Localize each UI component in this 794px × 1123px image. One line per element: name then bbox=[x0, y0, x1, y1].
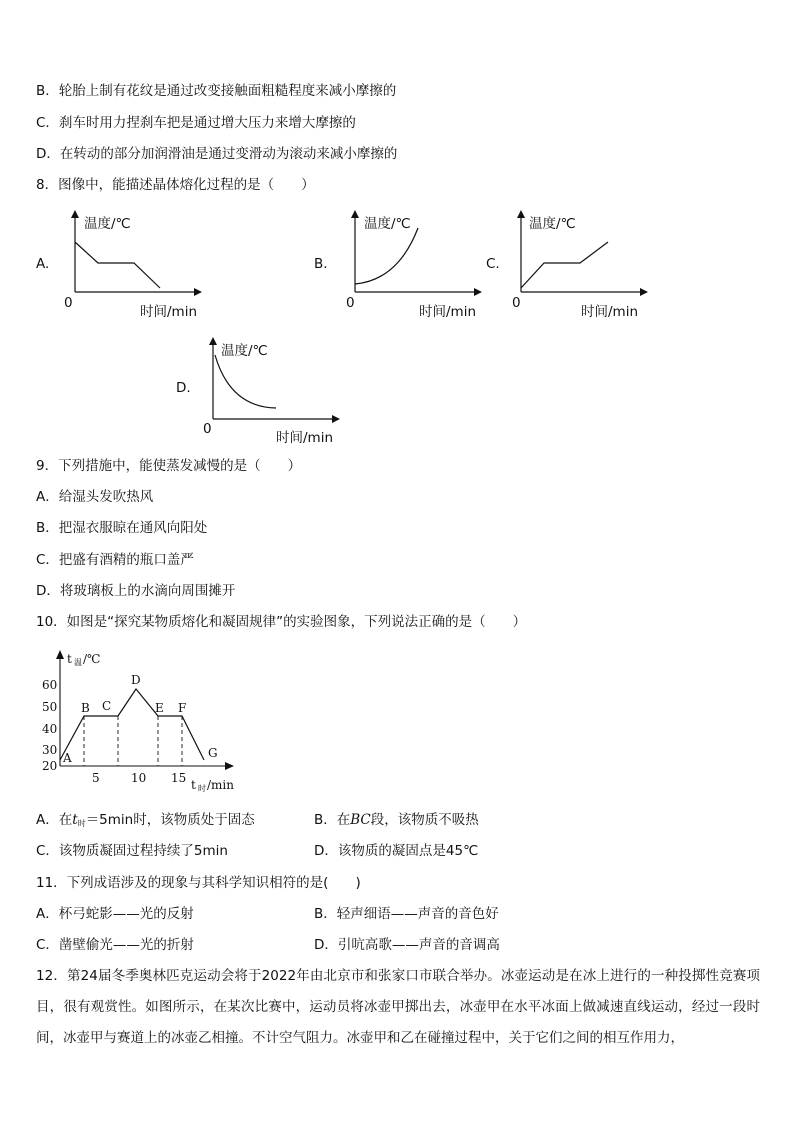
q10-ytick-20: 20 bbox=[42, 759, 58, 773]
q8-graph-b-origin: 0 bbox=[346, 295, 355, 311]
q10-xtick-5: 5 bbox=[92, 771, 100, 785]
q8-graph-c bbox=[514, 208, 654, 298]
q11-option-a: A．杯弓蛇影——光的反射 bbox=[36, 906, 194, 922]
q10-ylabel-sub: 温 bbox=[74, 658, 82, 667]
q10-ytick-60: 60 bbox=[42, 678, 58, 692]
q8-graph-b-letter: B. bbox=[314, 256, 328, 272]
q8-stem: 8．图像中，能描述晶体熔化过程的是（ ） bbox=[36, 177, 315, 193]
q10-point-d: D bbox=[131, 673, 141, 687]
q9-option-d: D．将玻璃板上的水滴向周围摊开 bbox=[36, 583, 236, 599]
q10-xlabel-main: t bbox=[191, 778, 196, 792]
q8-graph-d-ylabel: 温度/℃ bbox=[221, 343, 268, 359]
q10-xlabel-unit: /min bbox=[207, 778, 234, 792]
q8-graph-c-xlabel: 时间/min bbox=[581, 304, 639, 320]
q11-option-d: D．引吭高歌——声音的音调高 bbox=[314, 937, 500, 953]
q8-graph-a-origin: 0 bbox=[64, 295, 73, 311]
q10-point-c: C bbox=[102, 699, 112, 713]
q7-option-c: C．刹车时用力捏刹车把是通过增大压力来增大摩擦的 bbox=[36, 115, 356, 131]
q8-graph-d-xlabel: 时间/min bbox=[276, 430, 334, 446]
q10-xtick-15: 15 bbox=[171, 771, 187, 785]
q8-graph-a-xlabel: 时间/min bbox=[140, 304, 198, 320]
q12-text: 12．第24届冬季奥林匹克运动会将于2022年由北京市和张家口市联合举办。冰壶运动是在冰上进行的一种投掷性竞赛项目，很有观赏性。如图所示，在某次比赛中，运动员将冰壶甲掷出去，冰壶甲在水平冰面上做减速直线运动，经过一段时间，冰壶甲与赛道上的冰壶乙相撞。不计空气阻力。冰壶甲和乙在碰撞过程中，关于它们之间的相互作用力， bbox=[36, 968, 760, 1046]
q7-option-b: B．轮胎上制有花纹是通过改变接触面粗糙程度来减小摩擦的 bbox=[36, 83, 397, 99]
q10-option-a: A．在$t_时=5\min$时，该物质处于固态 bbox=[36, 812, 255, 828]
q10-option-d: D．该物质的凝固点是45℃ bbox=[314, 843, 479, 859]
q8-graph-c-letter: C. bbox=[486, 256, 500, 272]
q8-graph-a-ylabel: 温度/℃ bbox=[84, 216, 131, 232]
q10-point-a: A bbox=[63, 751, 72, 765]
q8-graph-d bbox=[206, 335, 346, 425]
q8-graph-b-ylabel: 温度/℃ bbox=[364, 216, 411, 232]
q9-option-a: A．给湿头发吹热风 bbox=[36, 489, 154, 505]
q10-ytick-30: 30 bbox=[42, 743, 58, 757]
q10-point-f: F bbox=[178, 701, 187, 715]
q10-graph bbox=[36, 646, 246, 796]
q8-graph-a bbox=[68, 208, 208, 298]
q10-point-e: E bbox=[155, 701, 164, 715]
q8-graph-c-ylabel: 温度/℃ bbox=[529, 216, 576, 232]
q8-graph-b bbox=[348, 208, 488, 298]
q10-ylabel-main: t bbox=[67, 652, 72, 666]
q10-point-g: G bbox=[208, 746, 218, 760]
q7-option-d: D．在转动的部分加润滑油是通过变滑动为滚动来减小摩擦的 bbox=[36, 146, 398, 162]
q10-ylabel-unit: /℃ bbox=[83, 652, 101, 666]
q8-graph-a-letter: A. bbox=[36, 256, 50, 272]
q10-point-b: B bbox=[81, 701, 90, 715]
q9-option-c: C．把盛有酒精的瓶口盖严 bbox=[36, 552, 194, 568]
q11-option-c: C．凿壁偷光——光的折射 bbox=[36, 937, 194, 953]
q10-option-b: B．在BC段，该物质不吸热 bbox=[314, 812, 479, 828]
q8-graph-b-xlabel: 时间/min bbox=[419, 304, 477, 320]
q10-ytick-50: 50 bbox=[42, 700, 58, 714]
q8-graph-d-origin: 0 bbox=[203, 421, 212, 437]
q11-stem: 11．下列成语涉及的现象与其科学知识相符的是( ) bbox=[36, 875, 361, 891]
q9-option-b: B．把湿衣服晾在通风向阳处 bbox=[36, 520, 208, 536]
q10-xlabel-sub: 时 bbox=[198, 784, 206, 793]
q8-graph-c-origin: 0 bbox=[512, 295, 521, 311]
q9-stem: 9．下列措施中，能使蒸发减慢的是（ ） bbox=[36, 458, 302, 474]
q10-xtick-10: 10 bbox=[131, 771, 147, 785]
q10-ytick-40: 40 bbox=[42, 722, 58, 736]
q11-option-b: B．轻声细语——声音的音色好 bbox=[314, 906, 499, 922]
q10-option-c: C．该物质凝固过程持续了5min bbox=[36, 843, 228, 859]
q10-stem: 10．如图是“探究某物质熔化和凝固规律”的实验图象，下列说法正确的是（ ） bbox=[36, 614, 527, 630]
q8-graph-d-letter: D. bbox=[176, 380, 191, 396]
